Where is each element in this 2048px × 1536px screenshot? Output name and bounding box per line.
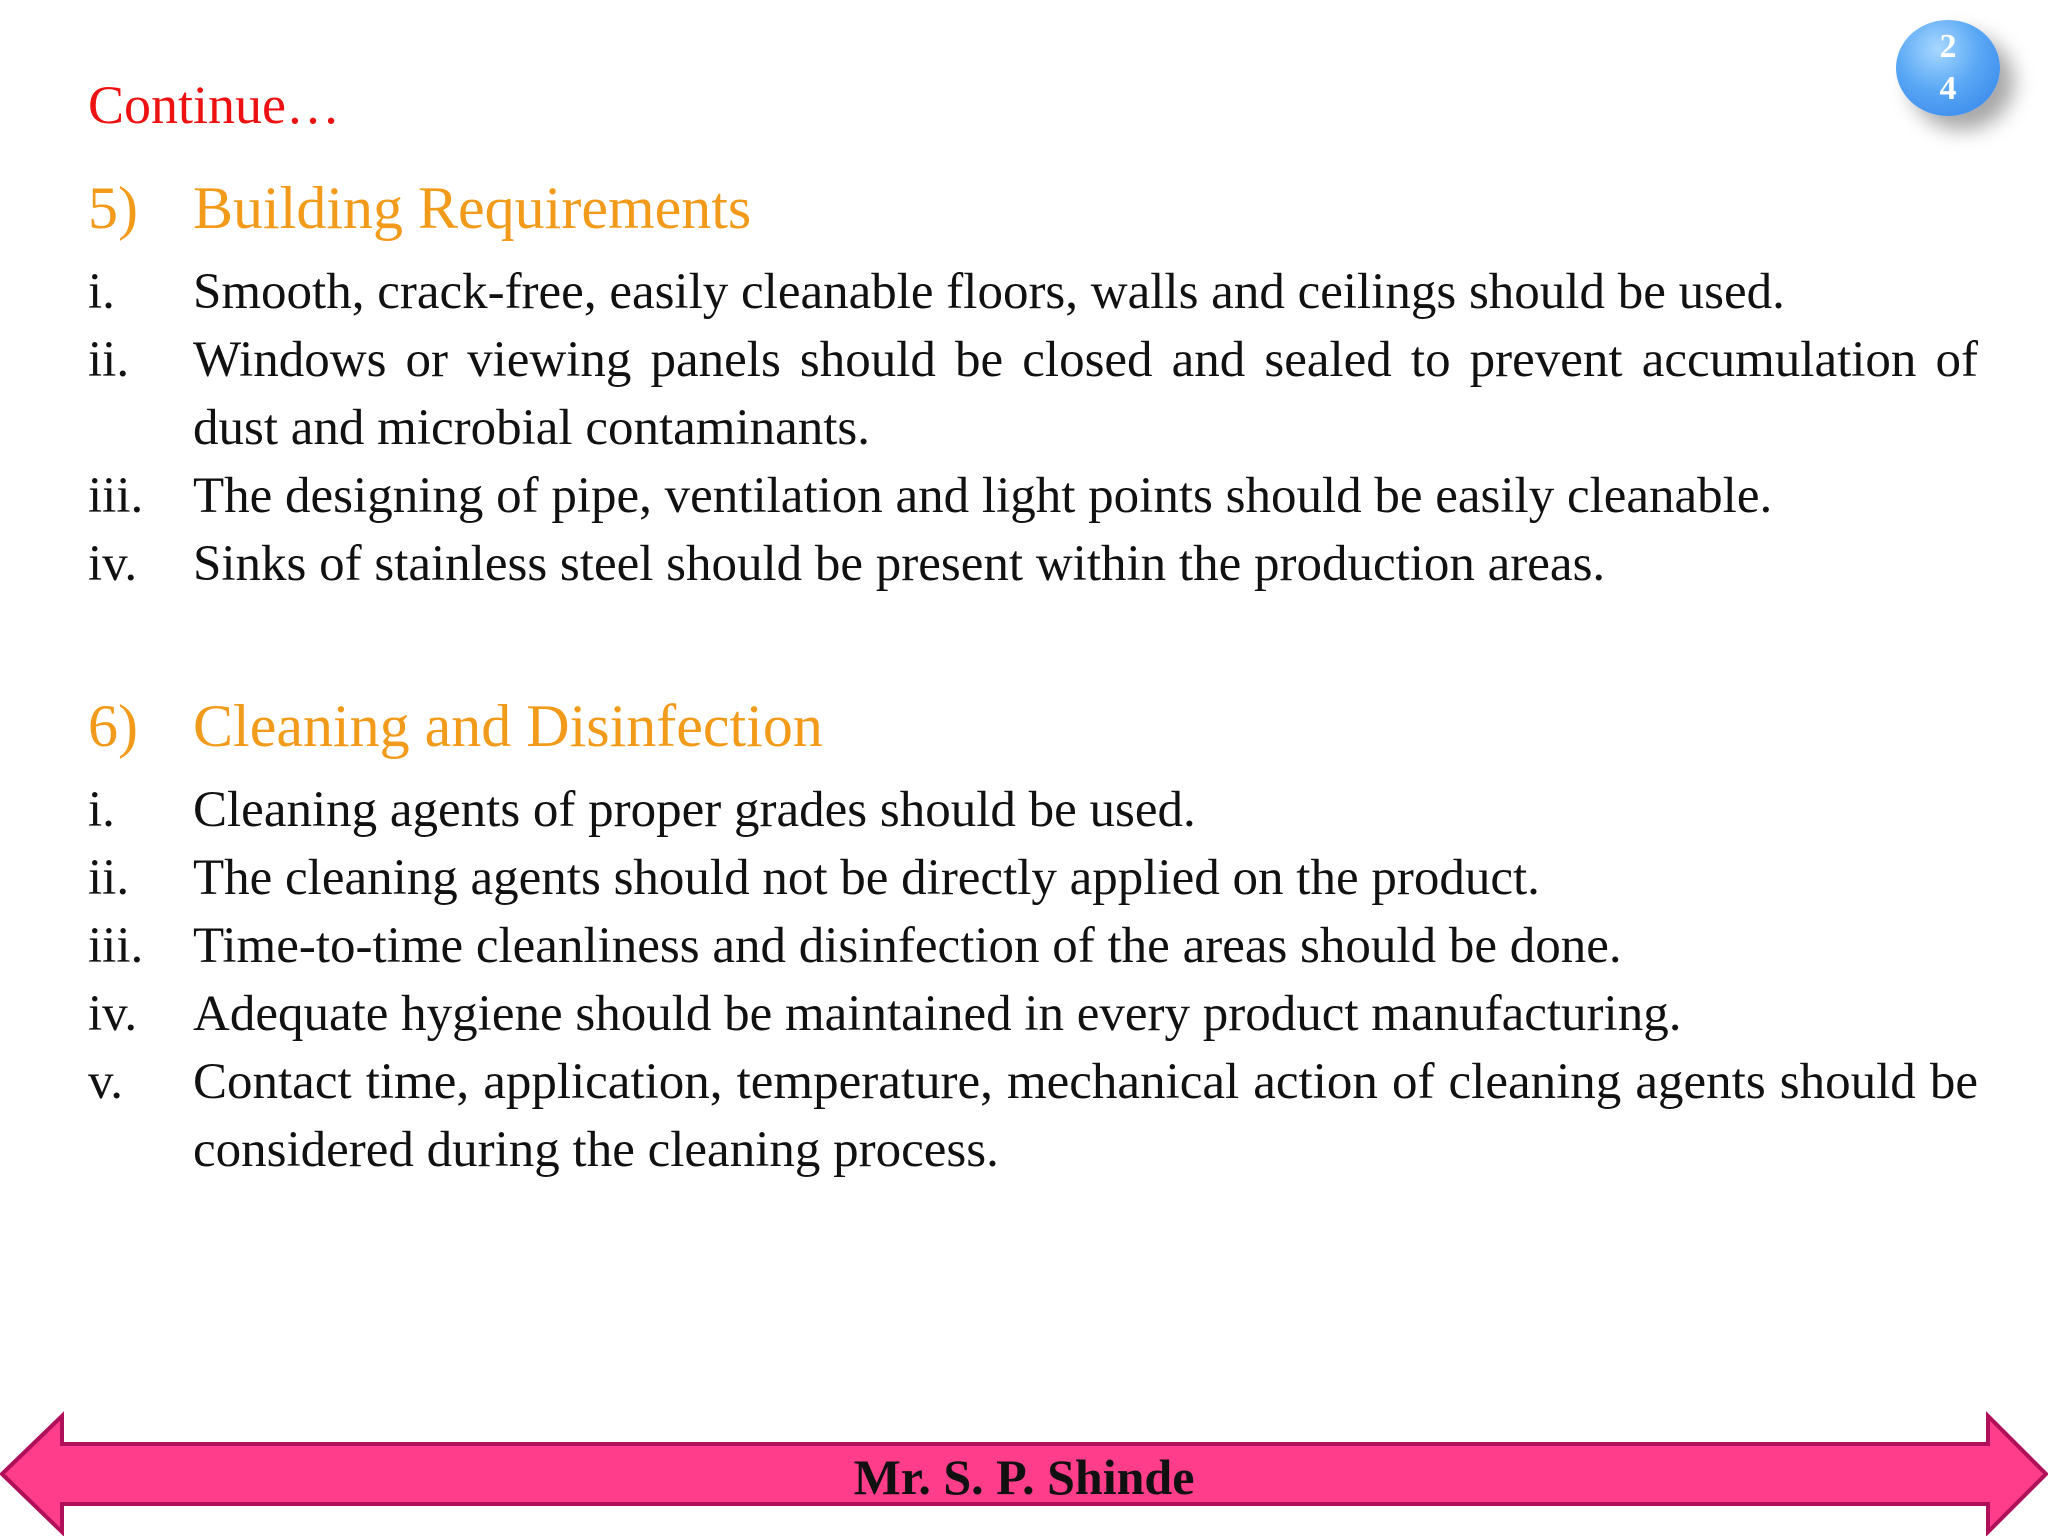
section-number: 6)	[88, 693, 138, 759]
section-building-requirements	[88, 175, 1978, 598]
item-text: The cleaning agents should not be directly applied on the product.	[193, 850, 1540, 906]
item-text: Windows or viewing panels should be closed and sealed to prevent accumulation of dust and microbial contaminants.	[193, 332, 1978, 456]
item-text: Adequate hygiene should be maintained in every product manufacturing.	[193, 986, 1682, 1042]
list-item	[88, 258, 1978, 326]
list-item	[88, 980, 1978, 1048]
continue-label: Continue…	[88, 75, 340, 135]
item-text: The designing of pipe, ventilation and light points should be easily cleanable.	[193, 468, 1773, 524]
item-marker: iv.	[88, 536, 138, 592]
page-number-digit-1: 2	[1939, 28, 1957, 65]
item-marker: i.	[88, 264, 115, 320]
list-item	[88, 1048, 1978, 1184]
item-text: Smooth, crack-free, easily cleanable floors, walls and ceilings should be used.	[193, 264, 1785, 320]
list-item	[88, 326, 1978, 462]
section-title: Building Requirements	[193, 175, 752, 241]
item-marker: iv.	[88, 986, 138, 1042]
section-cleaning-disinfection	[88, 693, 1978, 1184]
list-item	[88, 462, 1978, 530]
item-text: Cleaning agents of proper grades should be used.	[193, 782, 1196, 838]
section-heading	[88, 175, 1978, 241]
item-list	[88, 776, 1978, 1184]
item-text: Sinks of stainless steel should be present within the production areas.	[193, 536, 1606, 592]
section-heading	[88, 693, 1978, 759]
section-number: 5)	[88, 175, 138, 241]
list-item	[88, 844, 1978, 912]
item-marker: v.	[88, 1054, 123, 1110]
page-number-digit-2: 4	[1939, 70, 1957, 107]
item-marker: iii.	[88, 918, 144, 974]
footer-author: Mr. S. P. Shinde	[853, 1449, 1195, 1505]
page-number-badge	[1896, 20, 2000, 116]
item-marker: ii.	[88, 850, 130, 906]
item-marker: ii.	[88, 332, 130, 388]
item-marker: i.	[88, 782, 115, 838]
list-item	[88, 912, 1978, 980]
item-list	[88, 258, 1978, 598]
item-text: Contact time, application, temperature, mechanical action of cleaning agents should be considered during the cleaning process.	[193, 1054, 1978, 1178]
section-title: Cleaning and Disinfection	[193, 693, 823, 759]
list-item	[88, 776, 1978, 844]
list-item	[88, 530, 1978, 598]
item-marker: iii.	[88, 468, 144, 524]
item-text: Time-to-time cleanliness and disinfection of the areas should be done.	[193, 918, 1622, 974]
